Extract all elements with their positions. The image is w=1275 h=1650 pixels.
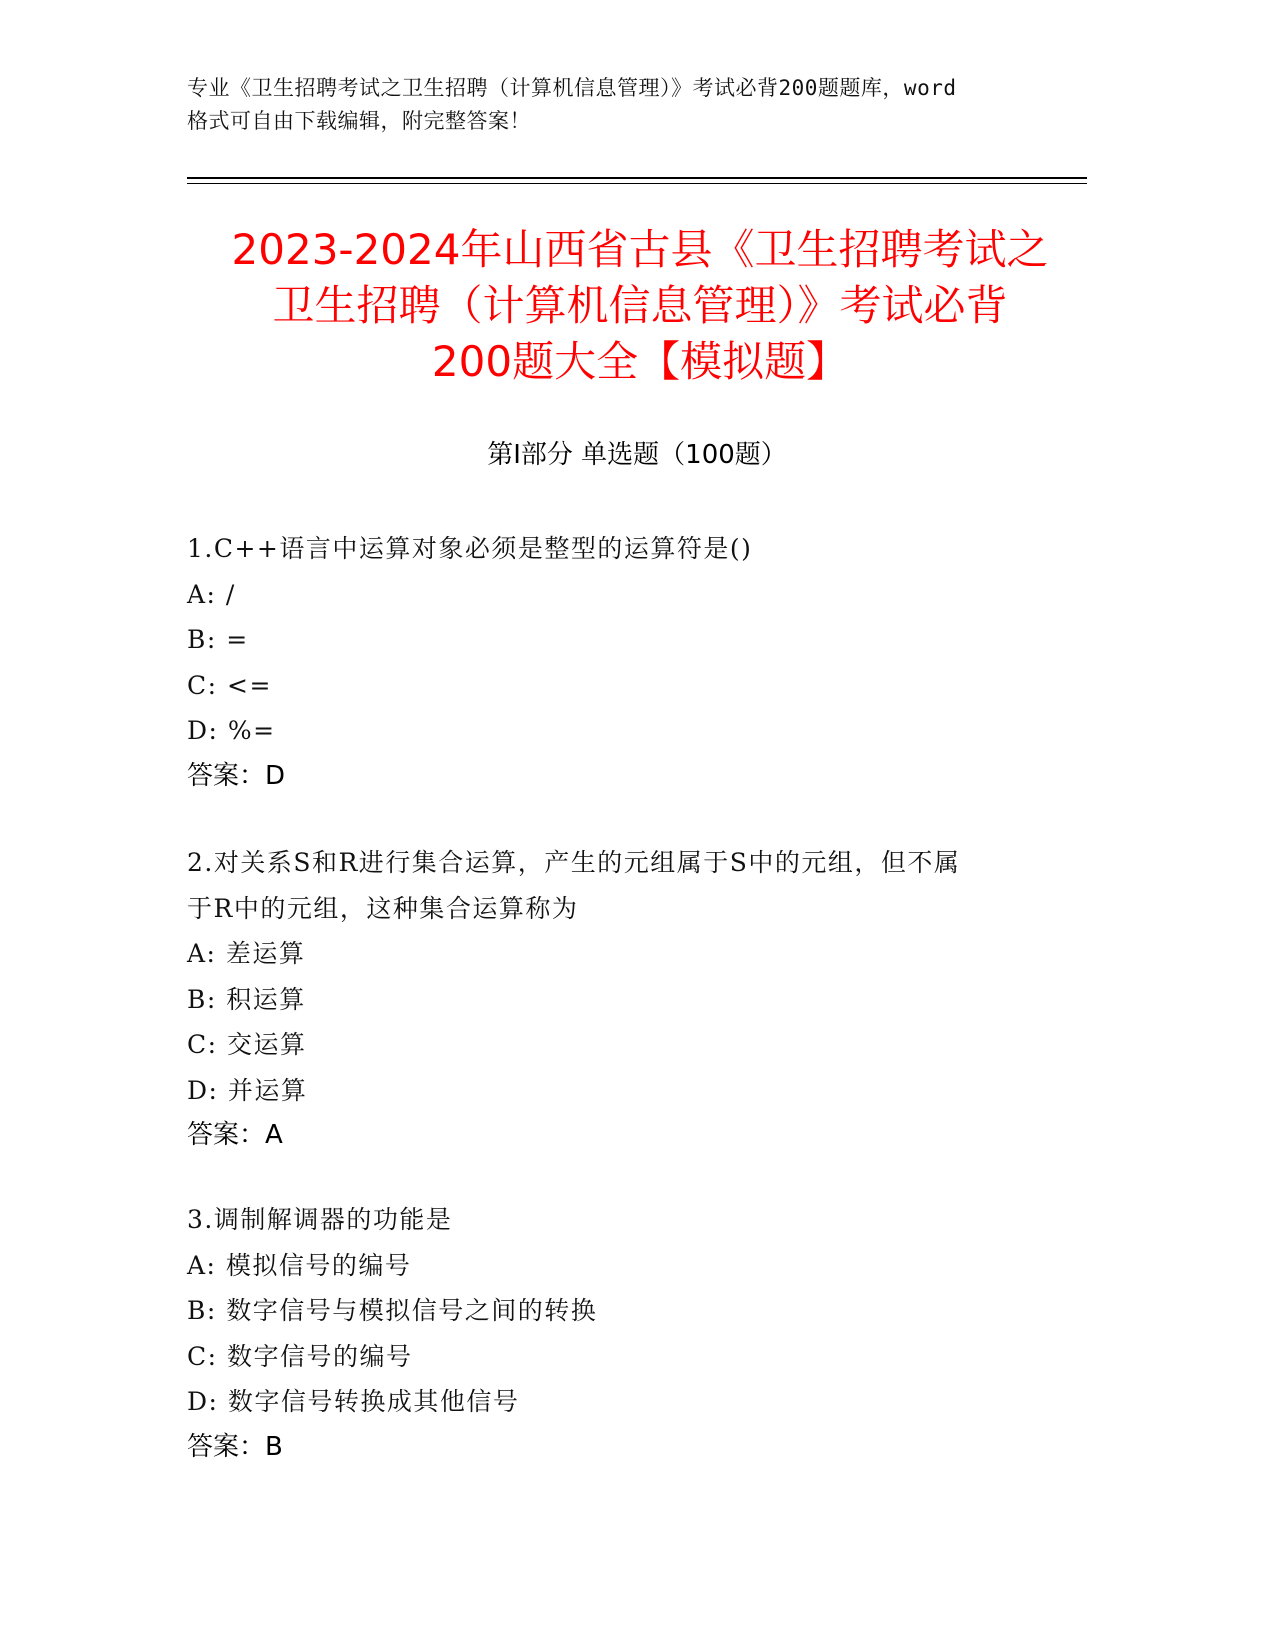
option-b: B: 数字信号与模拟信号之间的转换 (187, 1296, 598, 1325)
answer: 答案：B (187, 1431, 283, 1462)
option-b: B: = (187, 625, 249, 654)
option-a: A: / (187, 579, 236, 609)
question-stem: 3.调制解调器的功能是 (187, 1205, 453, 1234)
header-note-line-1: 专业《卫生招聘考试之卫生招聘（计算机信息管理）》考试必背200题题库，word (187, 76, 957, 100)
header-note-line-2: 格式可自由下载编辑，附完整答案！ (187, 109, 531, 133)
question-stem-line-1: 2.对关系S和R进行集合运算，产生的元组属于S中的元组，但不属 (187, 848, 961, 877)
answer: 答案：A (187, 1120, 283, 1150)
question-stem: 1.C++语言中运算对象必须是整型的运算符是() (187, 534, 753, 563)
document-title-line-3: 200题大全【模拟题】 (431, 337, 849, 386)
section-title: 第Ⅰ部分 单选题（100题） (487, 440, 787, 470)
option-c: C: 交运算 (187, 1030, 307, 1059)
header-rule-thin (187, 183, 1087, 184)
option-d: D: 并运算 (187, 1075, 308, 1105)
document-title-line-2: 卫生招聘（计算机信息管理）》考试必背 (272, 281, 1008, 330)
question-stem-line-2: 于R中的元组，这种集合运算称为 (187, 893, 579, 923)
header-note (187, 72, 1087, 138)
option-a: A: 差运算 (187, 939, 306, 968)
option-d: D: 数字信号转换成其他信号 (187, 1387, 520, 1416)
question-3 (187, 1197, 1067, 1470)
option-c: C: 数字信号的编号 (187, 1341, 413, 1371)
answer: 答案：D (187, 760, 286, 791)
option-d: D: %= (187, 716, 276, 745)
document-title-line-1: 2023-2024年山西省古县《卫生招聘考试之 (231, 225, 1049, 274)
document-title (160, 222, 1120, 390)
header-rule-thick (187, 177, 1087, 179)
question-1 (187, 526, 1067, 799)
option-c: C: <= (187, 670, 272, 700)
question-2 (187, 840, 1067, 1159)
option-a: A: 模拟信号的编号 (187, 1250, 412, 1280)
option-b: B: 积运算 (187, 984, 306, 1014)
